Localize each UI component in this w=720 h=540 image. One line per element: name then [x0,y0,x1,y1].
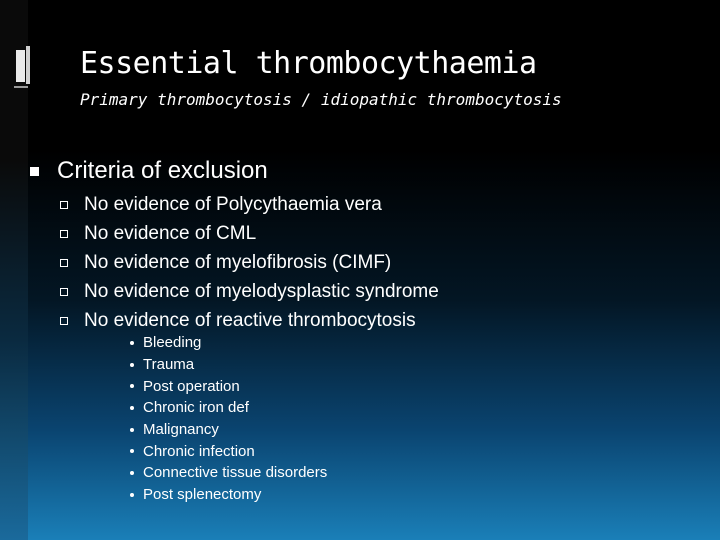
dot-bullet-icon [130,449,134,453]
sub-list-item [130,419,327,441]
hollow-square-bullet-icon [60,259,68,267]
exclusion-list [60,190,439,336]
criteria-heading-text: Criteria of exclusion [57,157,268,184]
square-bullet-icon [30,167,39,176]
list-item [60,278,439,307]
dot-bullet-icon [130,428,134,432]
list-item [60,248,439,277]
hollow-square-bullet-icon [60,230,68,238]
slide-subtitle: Primary thrombocytosis / idiopathic thrombocytosis [80,90,562,109]
dot-bullet-icon [130,493,134,497]
sub-list-item [130,375,327,397]
sub-list-item-text: Trauma [143,356,195,374]
sub-list-item [130,397,327,419]
sub-list-item [130,440,327,462]
list-item-text: No evidence of reactive thrombocytosis [84,310,416,332]
sub-list-item-text: Post operation [143,377,240,395]
list-item [60,190,439,219]
dot-bullet-icon [130,406,134,410]
criteria-heading [30,157,268,185]
hollow-square-bullet-icon [60,201,68,209]
sub-list-item-text: Chronic infection [143,442,255,460]
slide-title: Essential thrombocythaemia [80,46,537,81]
decorative-line [14,86,28,88]
sub-list-item-text: Bleeding [143,334,202,352]
list-item-text: No evidence of Polycythaemia vera [84,193,382,215]
sub-list-item-text: Post splenectomy [143,486,262,504]
list-item-text: No evidence of myelofibrosis (CIMF) [84,251,392,273]
sub-list-item-text: Chronic iron def [143,399,249,417]
dot-bullet-icon [130,384,134,388]
sub-list-item [130,462,327,484]
reactive-causes-list [130,332,327,506]
sub-list-item [130,354,327,376]
decorative-bar [26,46,30,84]
list-item-text: No evidence of CML [84,222,257,244]
sub-list-item-text: Connective tissue disorders [143,464,328,482]
hollow-square-bullet-icon [60,317,68,325]
sub-list-item-text: Malignancy [143,421,219,439]
decorative-bar [16,50,25,82]
list-item [60,219,439,248]
sub-list-item [130,332,327,354]
sub-list-item [130,484,327,506]
hollow-square-bullet-icon [60,288,68,296]
dot-bullet-icon [130,363,134,367]
list-item-text: No evidence of myelodysplastic syndrome [84,281,439,303]
dot-bullet-icon [130,471,134,475]
dot-bullet-icon [130,341,134,345]
